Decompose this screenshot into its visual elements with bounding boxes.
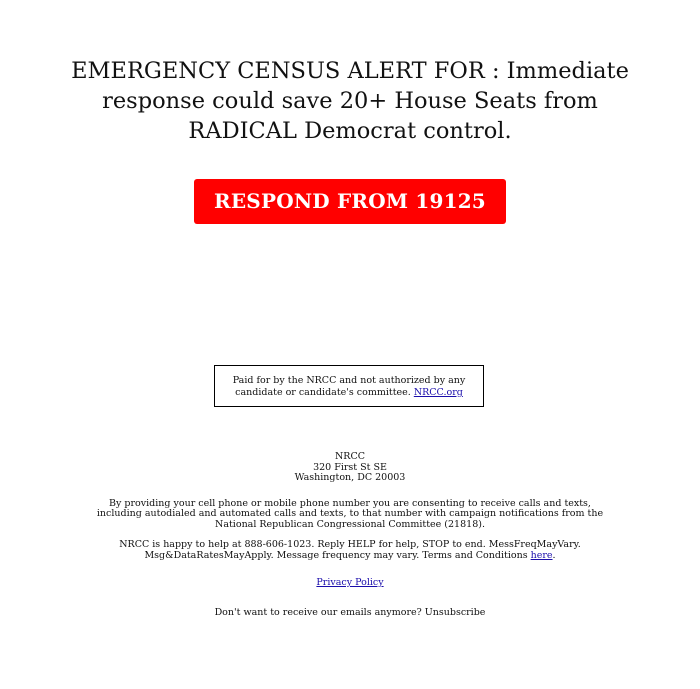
terms-here-link[interactable]: here	[530, 549, 553, 561]
address-city: Washington, DC 20003	[294, 472, 406, 483]
privacy-policy-link[interactable]: Privacy Policy	[316, 577, 384, 588]
privacy-line	[95, 578, 605, 589]
cta-container	[0, 179, 700, 224]
nrcc-org-link[interactable]: NRCC.org	[413, 387, 463, 398]
respond-button[interactable]: RESPOND FROM 19125	[194, 179, 506, 224]
headline: EMERGENCY CENSUS ALERT FOR : Immediate response could save 20+ House Seats from RADICAL Democrat control.	[71, 58, 629, 144]
address-street: 320 First St SE	[313, 461, 387, 473]
help-text-body: NRCC is happy to help at 888-606-1023. Reply HELP for help, STOP to end. MessFreqMayVary. Msg&DataRatesMayApply. Message frequency may vary. Terms and Conditions	[119, 539, 581, 561]
footer	[95, 452, 605, 618]
paid-for-disclaimer	[214, 365, 484, 407]
disclaimer-text: Paid for by the NRCC and not authorized by any candidate or candidate's committee.	[232, 375, 466, 398]
sms-consent-text: By providing your cell phone or mobile phone number you are consenting to receive calls and texts, including autodialed and automated calls and texts, to that number with campaign notifications from the National Republican Congressional Committee (21818).	[96, 497, 604, 530]
unsubscribe-text[interactable]: Don't want to receive our emails anymore? Unsubscribe	[214, 606, 486, 618]
address-org: NRCC	[334, 451, 365, 462]
help-text-end: .	[552, 549, 556, 561]
help-text	[95, 540, 605, 561]
mailing-address	[95, 452, 605, 484]
